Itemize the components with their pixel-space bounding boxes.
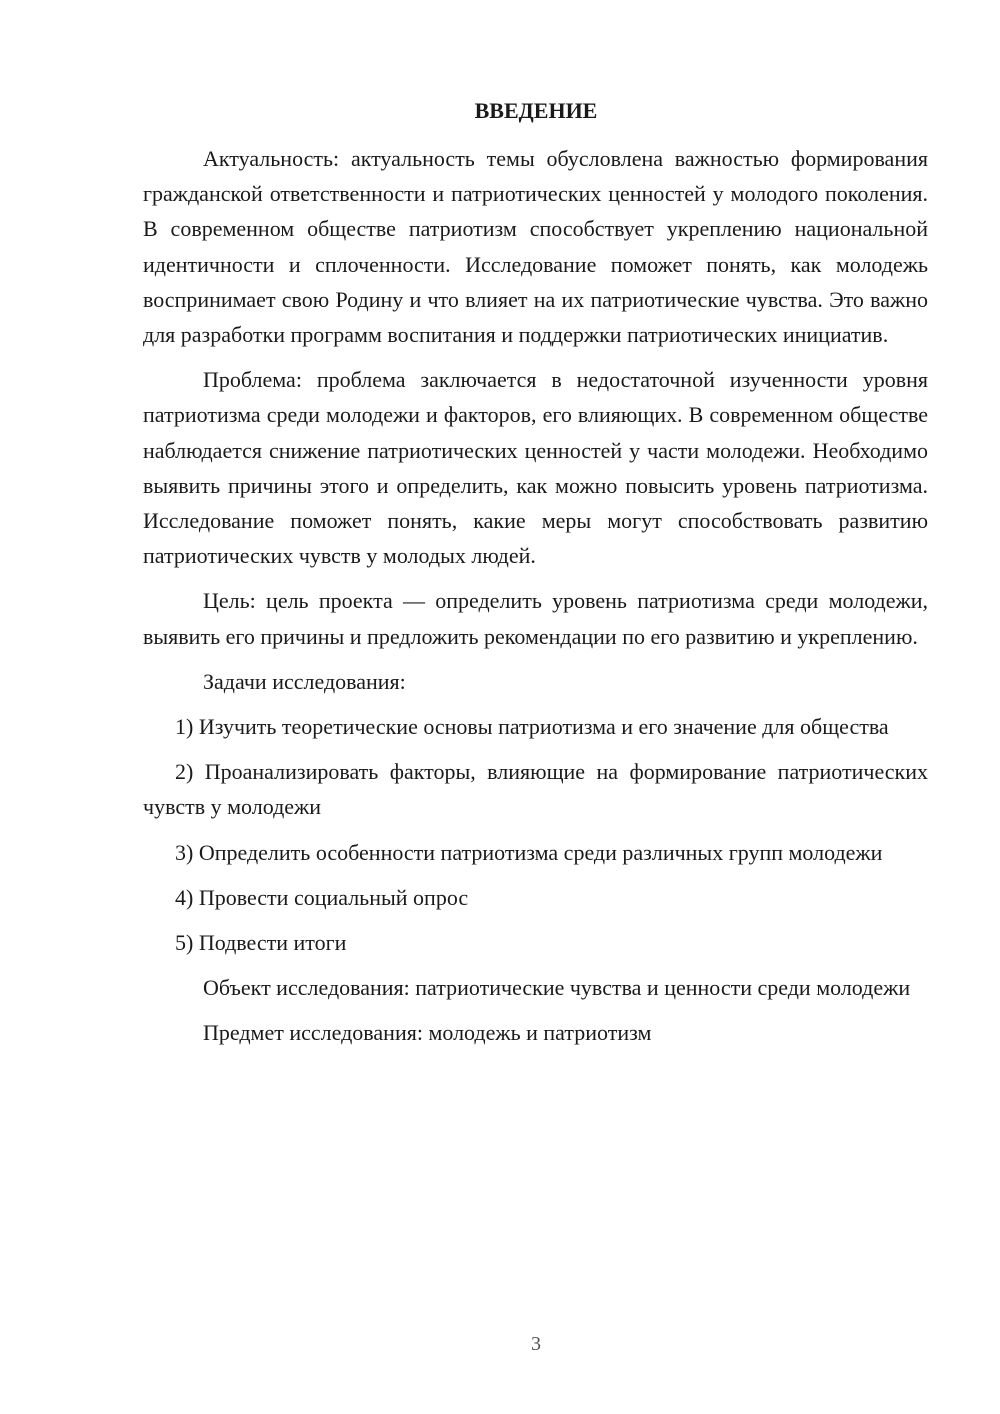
task-item-4: 4) Провести социальный опрос (175, 884, 469, 910)
object-paragraph: Объект исследования: патриотические чувства и ценности среди молодежи (203, 975, 911, 1001)
document-body (143, 141, 928, 1051)
page-number: 3 (531, 1333, 541, 1355)
tasks-heading: Задачи исследования: (203, 668, 406, 694)
task-item-5: 5) Подвести итоги (175, 930, 347, 956)
subject-paragraph: Предмет исследования: молодежь и патриотизм (203, 1020, 652, 1046)
relevance-paragraph: Актуальность: актуальность темы обусловлена важностью формирования гражданской ответственности и патриотических ценностей у молодого поколения. В современном обществе патриотизм способствует укреплению национальной идентичности и сплоченности. Исследование поможет понять, как молодежь воспринимает свою Родину и что влияет на их патриотические чувства. Это важно для разработки программ воспитания и поддержки патриотических инициатив. (143, 146, 928, 348)
problem-paragraph: Проблема: проблема заключается в недостаточной изученности уровня патриотизма среди молодежи и факторов, его влияющих. В современном обществе наблюдается снижение патриотических ценностей у части молодежи. Необходимо выявить причины этого и определить, как можно повысить уровень патриотизма. Исследование поможет понять, какие меры могут способствовать развитию патриотических чувств у молодых людей. (143, 367, 928, 569)
task-item-3: 3) Определить особенности патриотизма среди различных групп молодежи (175, 839, 883, 865)
task-item-1: 1) Изучить теоретические основы патриотизма и его значение для общества (175, 714, 889, 740)
task-item-2: 2) Проанализировать факторы, влияющие на формирование патриотических чувств у молодежи (143, 759, 928, 820)
page-title: ВВЕДЕНИЕ (474, 98, 598, 123)
goal-paragraph: Цель: цель проекта — определить уровень патриотизма среди молодежи, выявить его причины и предложить рекомендации по его развитию и укреплению. (143, 588, 928, 649)
